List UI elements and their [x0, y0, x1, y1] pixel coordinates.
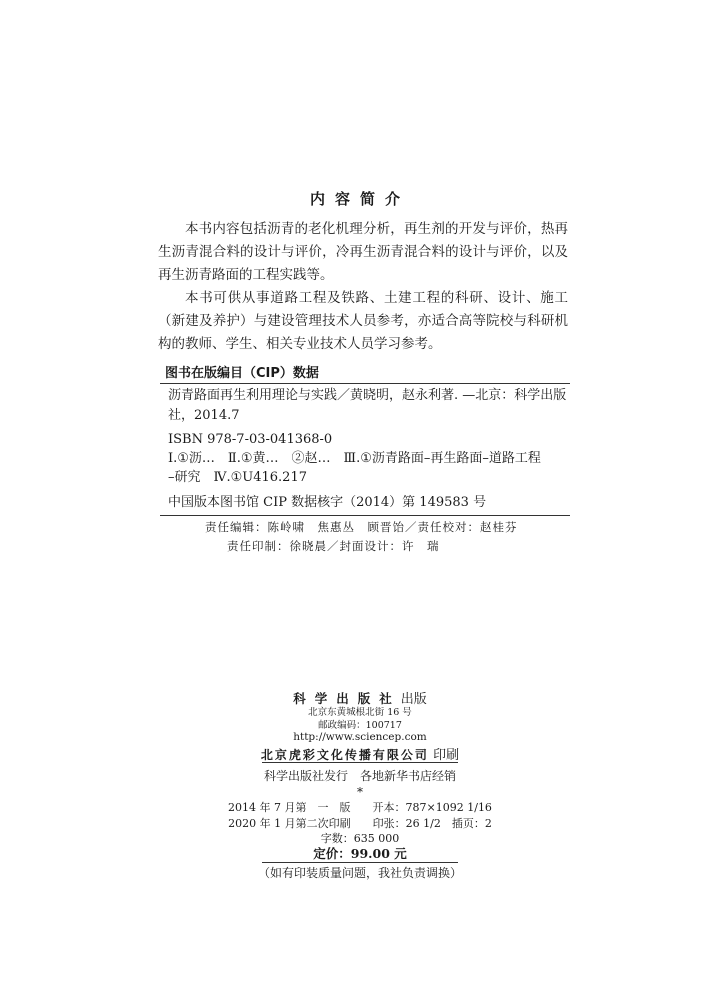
publisher-suffix: 出版: [400, 692, 427, 707]
summary-paragraph-1: 本书内容包括沥青的老化机理分析，再生剂的开发与评价，热再生沥青混合料的设计与评价，冷再生沥青混合料的设计与评价，以及再生沥青路面的工程实践等。: [158, 221, 568, 283]
cip-heading: 图书在版编目（CIP）数据: [165, 366, 319, 381]
publisher-name: 科学出版社: [293, 691, 401, 706]
cip-classification: Ⅰ.①沥… Ⅱ.①黄… ②赵… Ⅲ.①沥青路面–再生路面–道路工程: [168, 451, 541, 466]
printer-line: [0, 744, 720, 763]
distribution-line: 科学出版社发行 各地新华书店经销: [263, 769, 456, 783]
quality-notice: （如有印装质量问题，我社负责调换）: [257, 866, 462, 880]
separator-star: *: [357, 785, 363, 799]
summary-title: 内容简介: [309, 190, 410, 208]
print-date: 2020 年 1 月第二次印刷: [228, 817, 351, 830]
printed-sheets: 印张：26 1/2 插页：2: [372, 817, 492, 830]
print-line: [0, 815, 720, 831]
publisher-address: 北京东黄城根北街 16 号: [308, 707, 412, 718]
edition-line: [0, 799, 720, 815]
summary-paragraph-2: 本书可供从事道路工程及铁路、土建工程的科研、设计、施工（新建及养护）与建设管理技术人员参考，亦适合高等院校与科研机构的教师、学生、相关专业技术人员学习参考。: [158, 290, 568, 352]
cip-bibliographic-line-continued: 社，2014.7: [168, 408, 240, 423]
price-rule: [262, 862, 458, 863]
edition-date: 2014 年 7 月第 一 版: [228, 801, 351, 814]
printer-suffix: 印刷: [433, 748, 460, 763]
cip-top-rule: [160, 383, 570, 384]
cip-bottom-rule: [160, 515, 570, 516]
cip-bibliographic-line: 沥青路面再生利用理论与实践／黄晓明，赵永利著. —北京：科学出版: [168, 388, 567, 403]
staff-production: 责任印制：徐晓晨／封面设计：许 瑞: [227, 539, 440, 553]
price: 定价：99.00 元: [313, 846, 407, 861]
printer-name: 北京虎彩文化传播有限公司: [260, 748, 429, 762]
cip-isbn: ISBN 978-7-03-041368-0: [168, 432, 333, 447]
word-count: 字数：635 000: [320, 832, 400, 845]
colophon-rule: [262, 762, 458, 763]
staff-editors: 责任编辑：陈岭啸 焦惠丛 顾晋饴／责任校对：赵桂芬: [205, 520, 518, 534]
publisher-postcode: 邮政编码：100717: [318, 720, 402, 731]
book-format: 开本：787×1092 1/16: [372, 801, 492, 814]
cip-data-number: 中国版本图书馆 CIP 数据核字（2014）第 149583 号: [168, 495, 487, 510]
cip-classification-continued: –研究 Ⅳ.①U416.217: [168, 470, 307, 485]
publisher-website: http://www.sciencep.com: [293, 731, 427, 743]
